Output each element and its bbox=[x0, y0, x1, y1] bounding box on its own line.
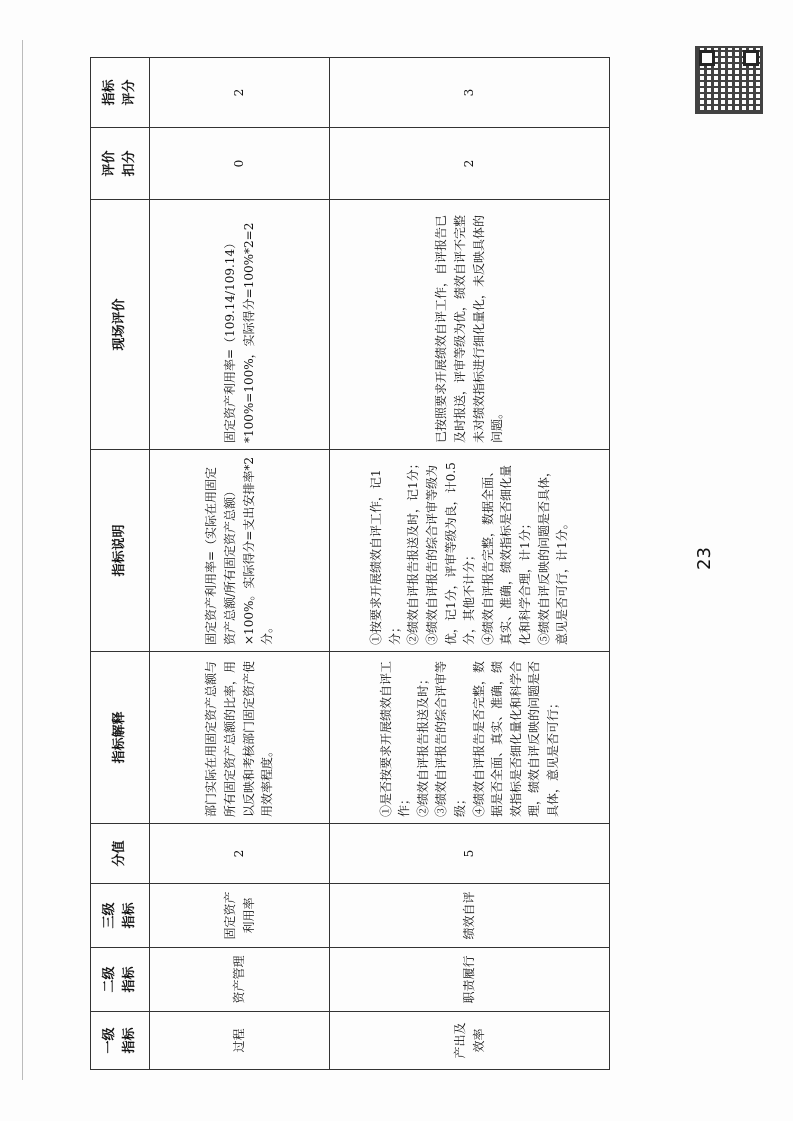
header-description: 指标说明 bbox=[91, 450, 150, 652]
header-deduction: 评价 扣分 bbox=[91, 128, 150, 200]
table-header-row bbox=[91, 58, 150, 1070]
cell-evaluation: 固定资产利用率=（109.14/109.14）*100%=100%，实际得分=100%*2=2 bbox=[150, 200, 330, 450]
cell-level3: 固定资产 利用率 bbox=[150, 884, 330, 948]
page-number: 23 bbox=[693, 547, 715, 570]
header-level1: 一级 指标 bbox=[91, 1012, 150, 1070]
header-level2: 二级 指标 bbox=[91, 948, 150, 1012]
cell-indicator-score: 2 bbox=[150, 58, 330, 128]
table-row bbox=[330, 58, 610, 1070]
header-indicator-score: 指标 评分 bbox=[91, 58, 150, 128]
table-row bbox=[150, 58, 330, 1070]
cell-score: 2 bbox=[150, 824, 330, 884]
cell-description: 固定资产利用率=（实际在用固定资产总额/所有固定资产总额）×100%。实际得分=支出安排率*2分。 bbox=[150, 450, 330, 652]
cell-level1: 产出及 效率 bbox=[330, 1012, 610, 1070]
header-explanation: 指标解释 bbox=[91, 652, 150, 824]
cell-level2: 职责履行 bbox=[330, 948, 610, 1012]
cell-level3: 绩效自评 bbox=[330, 884, 610, 948]
cell-description: ①按要求开展绩效自评工作，记1分； ②绩效自评报告报送及时，记1分； ③绩效自评报告的综合评审等级为优，记1分，评审等级为良，计0.5分，其他不计分； ④绩效自评报告完整，数据全面、真实、准确，绩效指标是否细化量化和科学合理，计1分； ⑤绩效自评反映的问题是否具体，意见是否可行，计1分。 bbox=[330, 450, 610, 652]
cell-explanation: 部门实际在用固定资产总额与所有固定资产总额的比率，用以反映和考核部门固定资产使用效率程度。 bbox=[150, 652, 330, 824]
rotated-table-container bbox=[90, 58, 610, 1070]
cell-level1: 过程 bbox=[150, 1012, 330, 1070]
evaluation-table bbox=[90, 57, 610, 1070]
header-score: 分值 bbox=[91, 824, 150, 884]
header-evaluation: 现场评价 bbox=[91, 200, 150, 450]
left-binding-line bbox=[22, 40, 23, 1080]
cell-explanation: ①是否按要求开展绩效自评工作； ②绩效自评报告报送及时； ③绩效自评报告的综合评审等级； ④绩效自评报告是否完整，数据是否全面、真实、准确，绩效指标是否细化量化和科学合理，绩效自评反映的问题是否具体，意见是否可行； bbox=[330, 652, 610, 824]
cell-score: 5 bbox=[330, 824, 610, 884]
cell-deduction: 2 bbox=[330, 128, 610, 200]
header-level3: 三级 指标 bbox=[91, 884, 150, 948]
cell-level2: 资产管理 bbox=[150, 948, 330, 1012]
qr-code-icon bbox=[695, 46, 763, 114]
cell-deduction: 0 bbox=[150, 128, 330, 200]
cell-indicator-score: 3 bbox=[330, 58, 610, 128]
cell-evaluation: 已按照要求开展绩效自评工作，自评报告已及时报送，评审等级为优，绩效自评不完整未对绩效指标进行细化量化，未反映具体的问题。 bbox=[330, 200, 610, 450]
